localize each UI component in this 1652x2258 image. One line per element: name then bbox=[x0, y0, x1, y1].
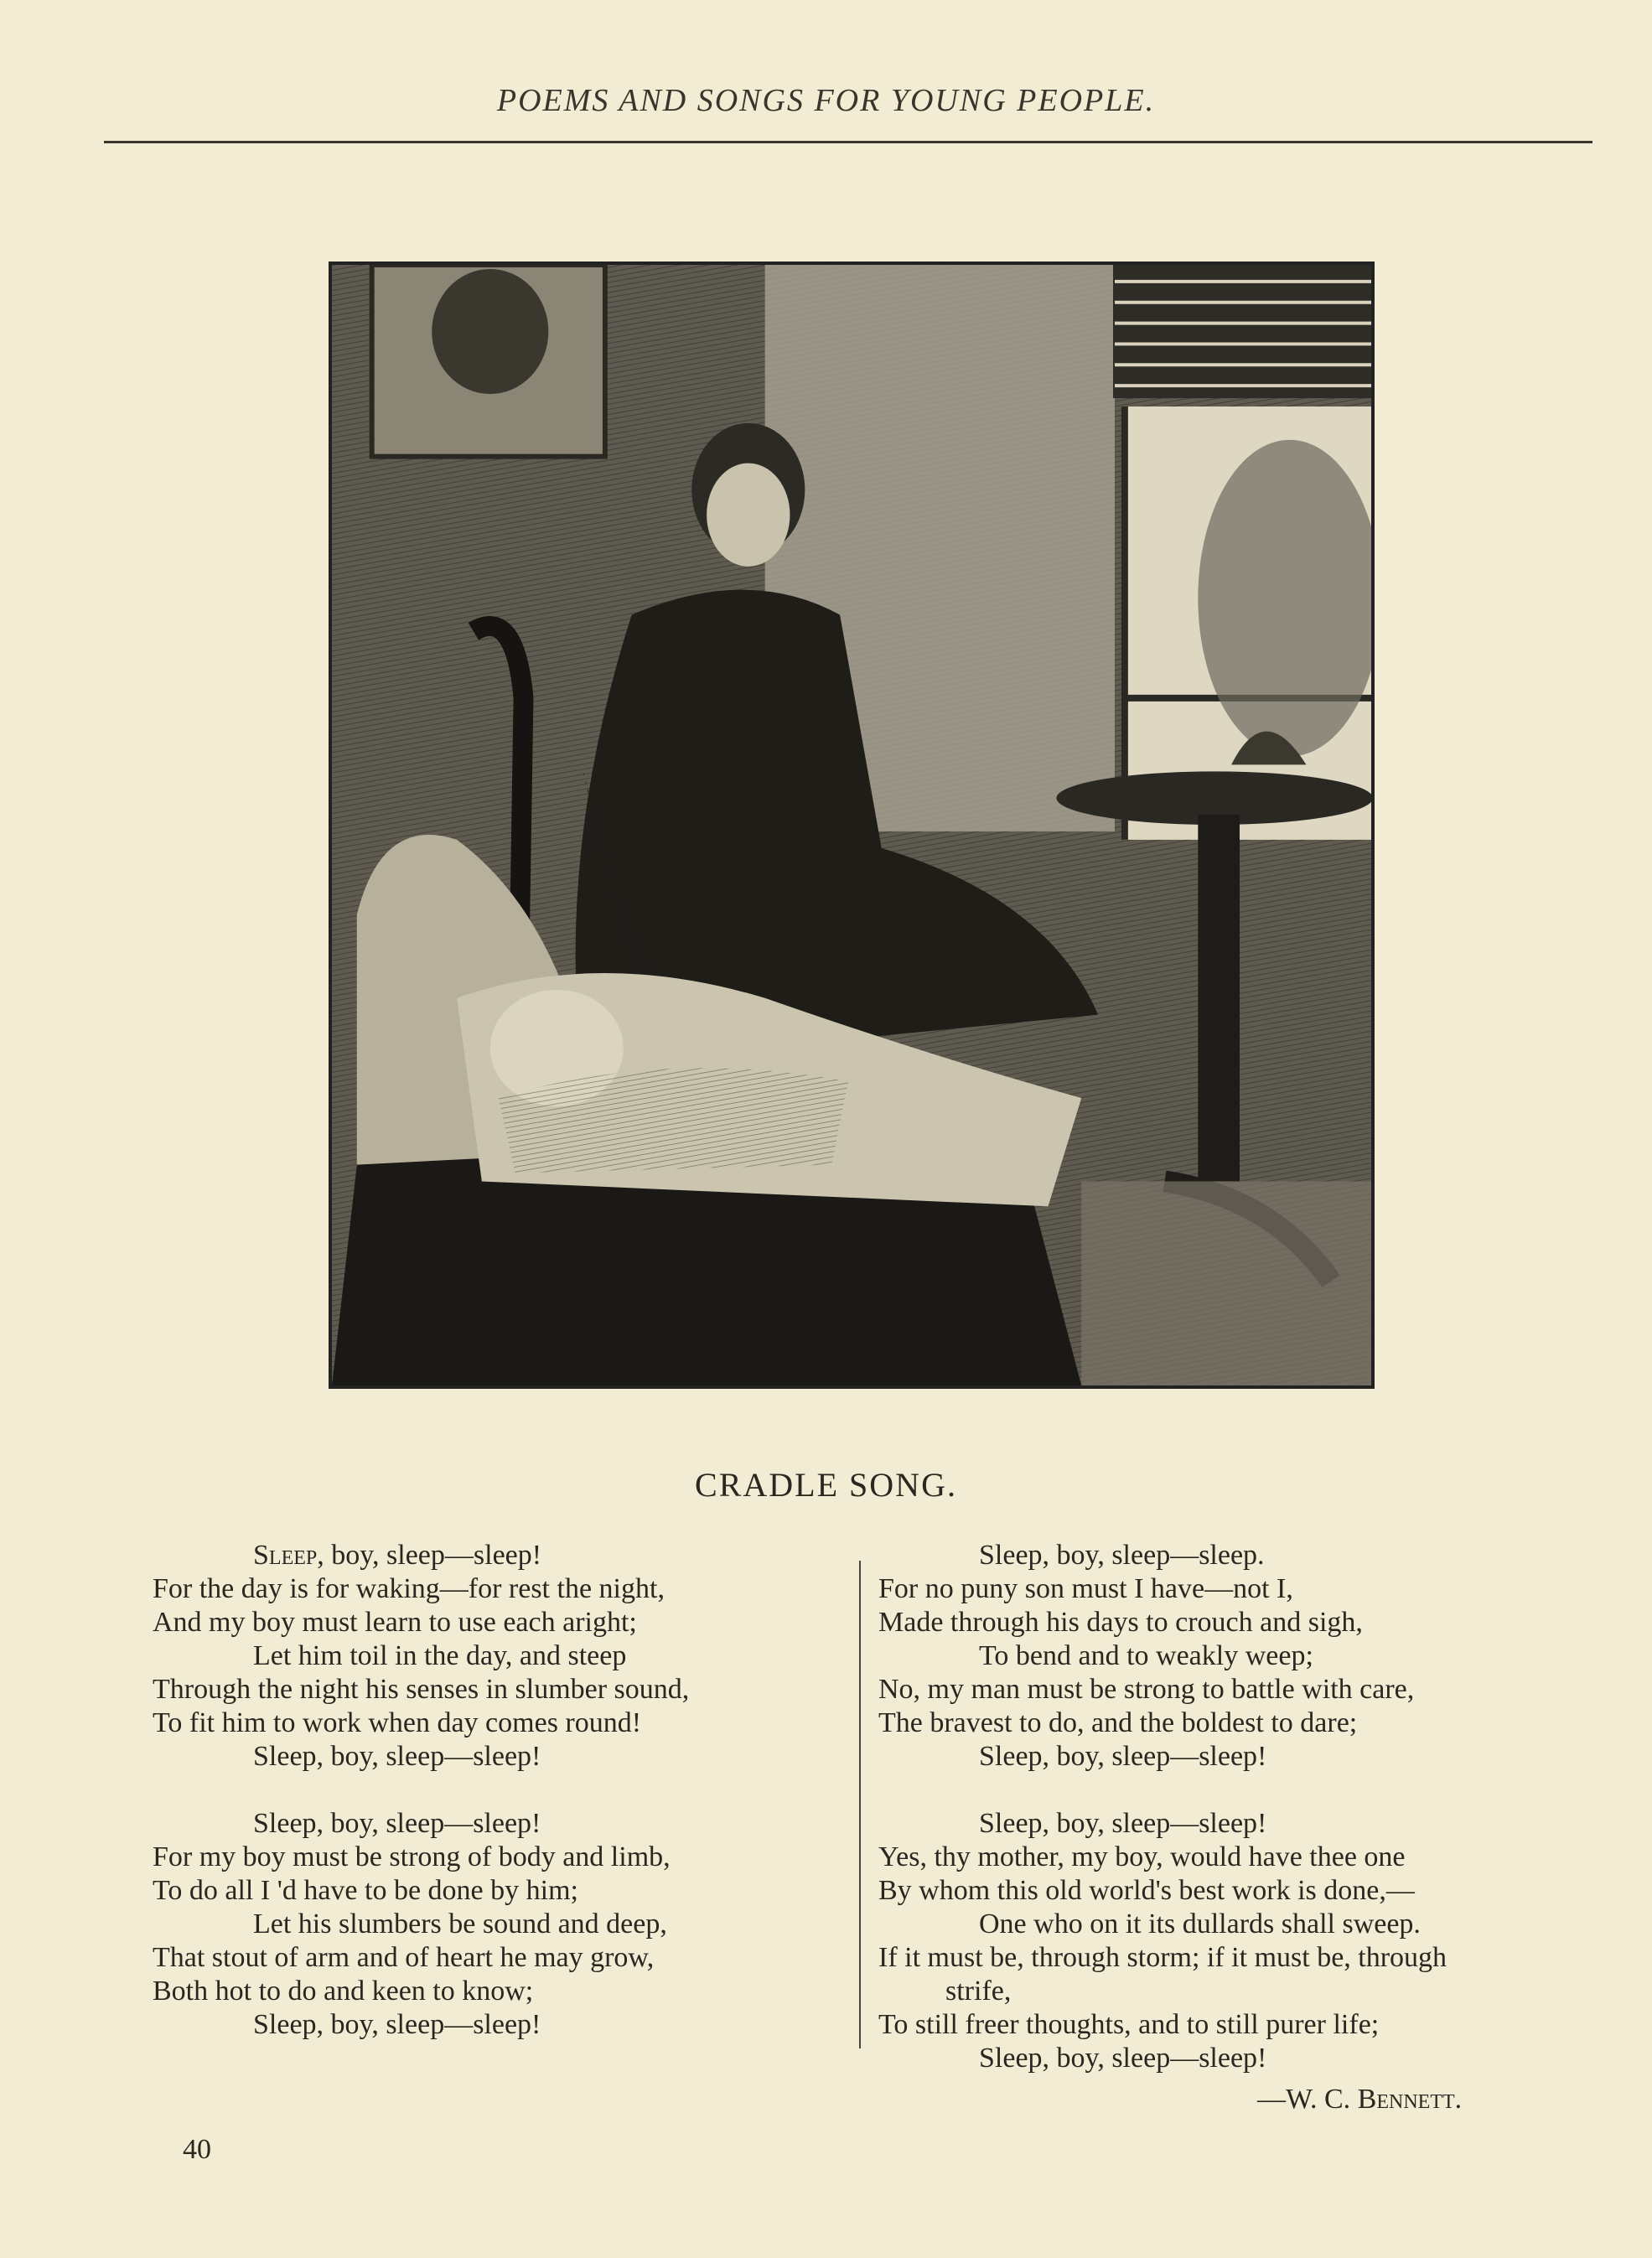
poem-line: Sleep, boy, sleep—sleep! bbox=[253, 2009, 541, 2040]
poem-line: Through the night his senses in slumber sound, bbox=[153, 1674, 690, 1705]
page-number: 40 bbox=[183, 2134, 211, 2165]
poem-left-column bbox=[153, 1539, 840, 2042]
poem-line: To still freer thoughts, and to still purer life; bbox=[878, 2009, 1380, 2040]
engraving-illustration bbox=[332, 265, 1371, 1385]
first-line-rest: boy, sleep—sleep! bbox=[324, 1540, 542, 1571]
column-divider bbox=[859, 1561, 861, 2048]
attribution-prefix: —W. C. bbox=[1257, 2084, 1358, 2115]
poem-line: Sleep, boy, sleep—sleep! bbox=[979, 1808, 1267, 1839]
poem-line: No, my man must be strong to battle with care, bbox=[878, 1674, 1415, 1705]
poem-line: By whom this old world's best work is done,— bbox=[878, 1875, 1415, 1906]
poem-line: The bravest to do, and the boldest to dare; bbox=[878, 1707, 1358, 1738]
poem-title: CRADLE SONG. bbox=[695, 1466, 957, 1504]
poem-line: For no puny son must I have—not I, bbox=[878, 1573, 1293, 1604]
stanza-gap bbox=[153, 1774, 840, 1807]
poem-line: Let him toil in the day, and steep bbox=[253, 1640, 627, 1671]
poem-line: Sleep, boy, sleep—sleep! bbox=[979, 2043, 1267, 2074]
engraving-image bbox=[329, 262, 1375, 1389]
poem-line: To do all I 'd have to be done by him; bbox=[153, 1875, 578, 1906]
poem-line: Yes, thy mother, my boy, would have thee one bbox=[878, 1841, 1406, 1872]
poem-line: And my boy must learn to use each aright; bbox=[153, 1607, 637, 1638]
poem-line: Let his slumbers be sound and deep, bbox=[253, 1908, 667, 1939]
poem-line: To fit him to work when day comes round! bbox=[153, 1707, 642, 1738]
poem-line: Sleep, boy, sleep—sleep! bbox=[979, 1741, 1267, 1772]
author-name: Bennett. bbox=[1357, 2084, 1463, 2115]
poem-line: Sleep, boy, sleep—sleep! bbox=[253, 1808, 541, 1839]
stanza-gap bbox=[878, 1774, 1616, 1807]
poem-line: One who on it its dullards shall sweep. bbox=[979, 1908, 1421, 1939]
poem-line: Both hot to do and keen to know; bbox=[153, 1976, 534, 2007]
poem-line: That stout of arm and of heart he may grow, bbox=[153, 1942, 655, 1973]
poem-line: Made through his days to crouch and sigh, bbox=[878, 1607, 1363, 1638]
poem-line: If it must be, through storm; if it must be, through bbox=[878, 1942, 1447, 1973]
poem-line: To bend and to weakly weep; bbox=[979, 1640, 1313, 1671]
poem-line: strife, bbox=[945, 1976, 1012, 2007]
poem-line: For the day is for waking—for rest the night, bbox=[153, 1573, 665, 1604]
poem-line: For my boy must be strong of body and limb, bbox=[153, 1841, 671, 1872]
poem-line bbox=[153, 1539, 840, 1572]
poem-right-column bbox=[878, 1539, 1616, 2075]
header-rule bbox=[104, 141, 1592, 143]
poem-line: Sleep, boy, sleep—sleep. bbox=[979, 1540, 1265, 1571]
first-word-smallcaps: Sleep, bbox=[253, 1540, 324, 1571]
running-title: POEMS AND SONGS FOR YOUNG PEOPLE. bbox=[496, 83, 1156, 118]
poem-line: Sleep, boy, sleep—sleep! bbox=[253, 1741, 541, 1772]
poem-attribution bbox=[1257, 2084, 1462, 2116]
